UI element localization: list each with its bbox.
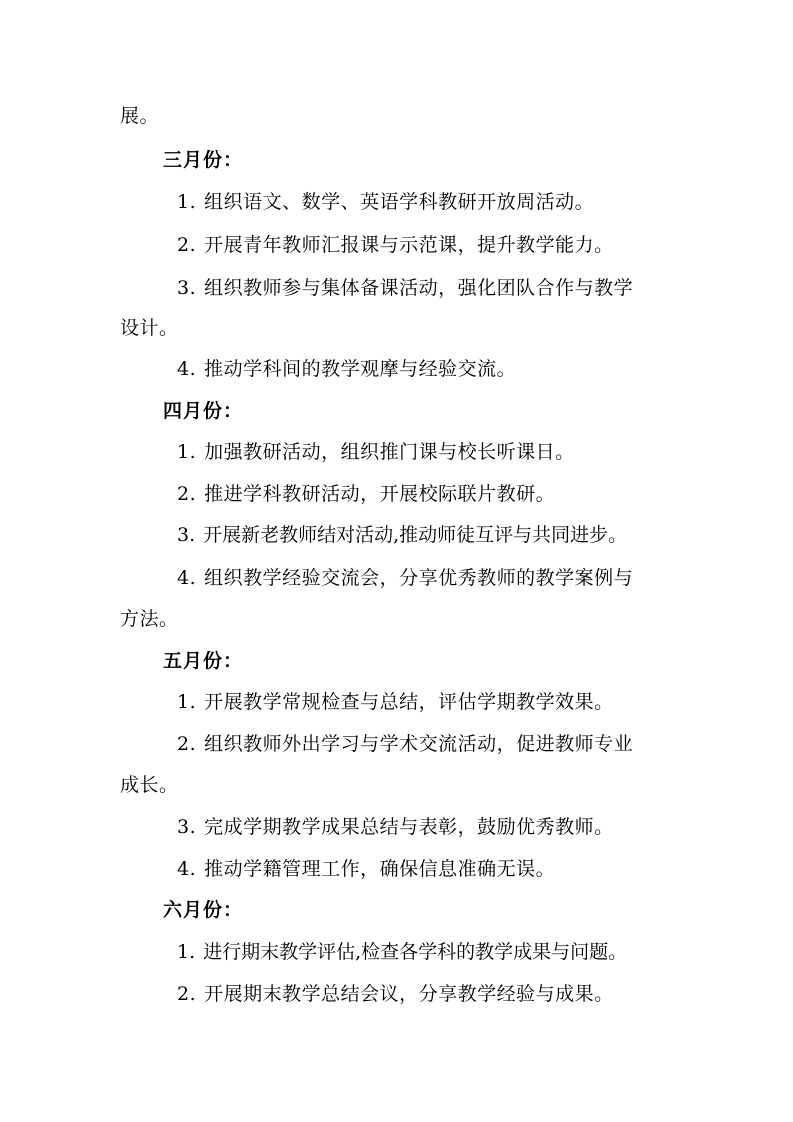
list-item-text: 加强教研活动，组织推门课与校长听课日。 [204,441,575,463]
list-item-number: 1. [177,441,197,463]
list-item [177,857,555,881]
list-item-text: 组织语文、数学、英语学科教研开放周活动。 [204,191,595,213]
section-heading-april: 四月份： [163,400,244,422]
list-item [177,940,627,964]
list-item-continuation: 方法。 [120,608,179,630]
list-item-text: 开展教学常规检查与总结，评估学期教学效果。 [204,691,614,713]
list-item-number: 1. [177,941,196,963]
list-item-number: 2. [177,733,197,755]
list-item-number: 3. [177,277,197,299]
section-heading-march: 三月份： [163,149,244,171]
list-item-text: 组织教师参与集体备课活动，强化团队合作与教学 [204,277,634,299]
list-item [177,566,633,590]
list-item [177,982,614,1006]
list-item-number: 3. [177,524,196,546]
list-item-text: 开展青年教师汇报课与示范课，提升教学能力。 [204,234,614,256]
list-item [177,190,594,214]
list-item-number: 4. [177,567,197,589]
list-item [177,690,614,714]
section-heading-june: 六月份： [163,899,244,921]
list-item [177,276,633,300]
list-item [177,815,614,839]
list-item-continuation: 设计。 [120,317,179,339]
list-item-number: 4. [177,858,197,880]
paragraph-continuation: 展。 [120,105,160,127]
list-item [177,482,555,506]
list-item-number: 4. [177,358,197,380]
list-item-text: 完成学期教学成果总结与表彰，鼓励优秀教师。 [204,816,614,838]
list-item-text: 组织教学经验交流会，分享优秀教师的教学案例与 [204,567,634,589]
list-item [177,440,575,464]
list-item [177,357,516,381]
list-item-number: 1. [177,191,197,213]
list-item-text: 组织教师外出学习与学术交流活动，促进教师专业 [204,733,634,755]
list-item-number: 2. [177,234,197,256]
list-item-number: 1. [177,691,197,713]
list-item [177,732,633,756]
list-item-number: 3. [177,816,197,838]
list-item-number: 2. [177,983,197,1005]
list-item-text: 开展期末教学总结会议，分享教学经验与成果。 [204,983,614,1005]
list-item [177,233,614,257]
list-item [177,523,627,547]
list-item-text: 开展新老教师结对活动,推动师徒互评与共同进步。 [203,524,628,546]
list-item-text: 推动学籍管理工作，确保信息准确无误。 [204,858,556,880]
list-item-text: 推动学科间的教学观摩与经验交流。 [204,358,517,380]
list-item-continuation: 成长。 [120,774,179,796]
list-item-text: 进行期末教学评估,检查各学科的教学成果与问题。 [203,941,628,963]
list-item-text: 推进学科教研活动，开展校际联片教研。 [204,483,556,505]
section-heading-may: 五月份： [163,650,244,672]
list-item-number: 2. [177,483,197,505]
